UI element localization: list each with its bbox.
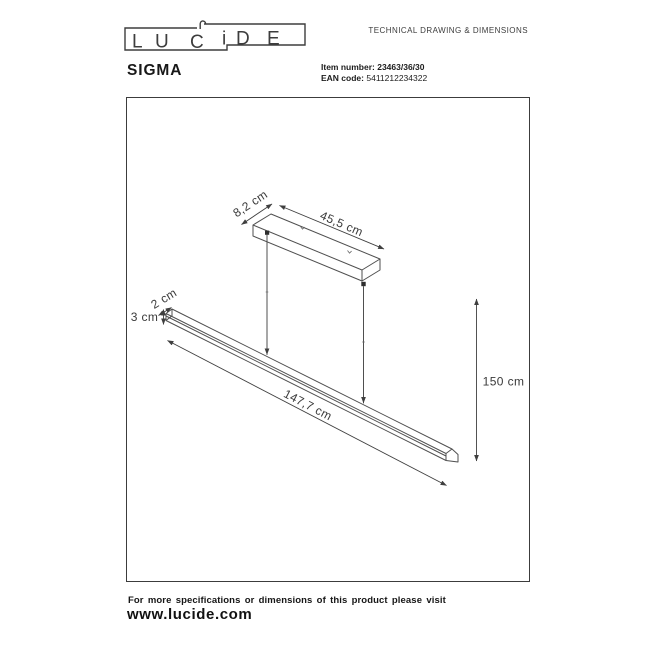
wire-gland-right: [361, 282, 365, 286]
light-bar-outline: [166, 309, 458, 462]
footer-note: For more specifications or dimensions of this product please visit: [128, 595, 446, 606]
ean-label: EAN code:: [321, 72, 364, 83]
logo-letter-u: U: [155, 31, 169, 53]
light-bar: [166, 309, 458, 462]
dim-label-canopy-length: 45,5 cm: [317, 208, 366, 240]
dim-label-bar-length: 147,7 cm: [281, 386, 335, 424]
dim-line-bar-length: [168, 341, 447, 486]
dim-label-bar-depth: 2 cm: [148, 285, 180, 312]
dim-label-canopy-width: 8,2 cm: [230, 187, 271, 221]
logo-letter-e: E: [267, 28, 280, 50]
item-number-value: 23463/36/30: [377, 62, 425, 72]
wire-gland-left: [265, 231, 269, 235]
dim-label-bar-height: 3 cm: [130, 310, 159, 324]
logo-letter-c: C: [190, 32, 204, 53]
logo-letter-l: L: [132, 31, 143, 53]
product-name: SIGMA: [127, 62, 183, 79]
website-url: www.lucide.com: [127, 606, 253, 623]
logo-letter-d: D: [236, 28, 250, 50]
ean-value: 5411212234322: [366, 72, 428, 83]
doc-type-title: TECHNICAL DRAWING & DIMENSIONS: [368, 26, 528, 35]
dimension-lines: [159, 204, 477, 486]
item-number-label: Item number:: [321, 62, 375, 72]
logo-letter-i: i: [222, 28, 227, 50]
wire-adjuster-marks: [266, 292, 365, 342]
dim-label-drop-height: 150 cm: [482, 374, 525, 389]
dimension-labels: [131, 187, 525, 423]
